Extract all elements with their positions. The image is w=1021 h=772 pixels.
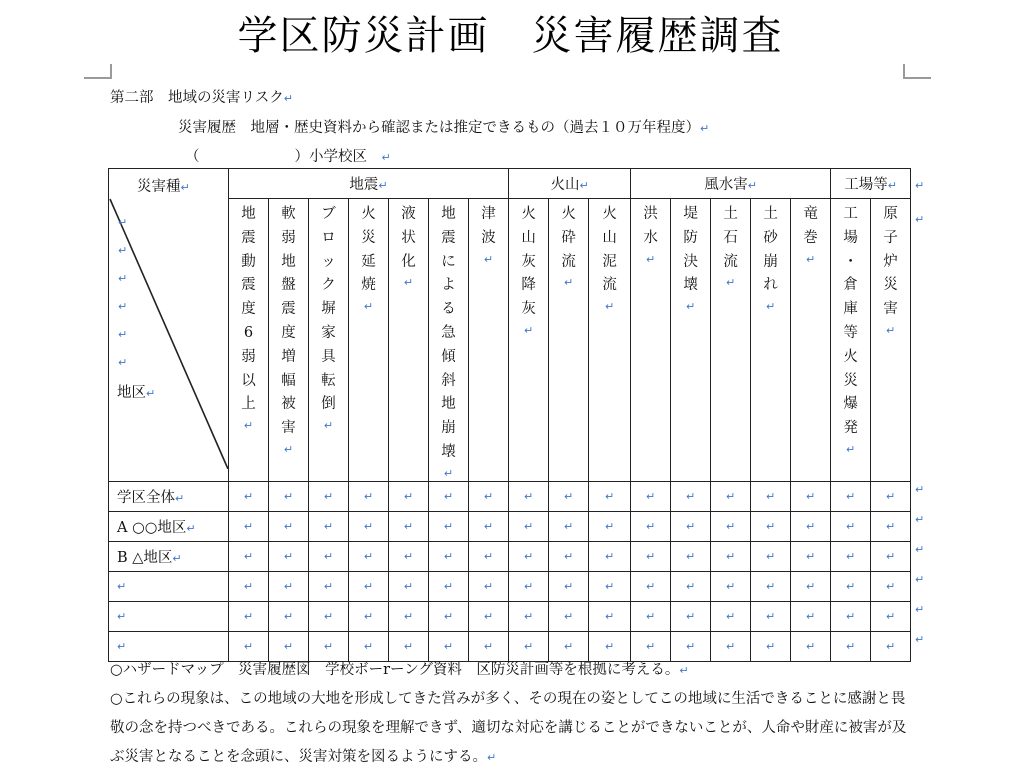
table-cell: ↵	[229, 601, 269, 631]
section-heading: 第二部 地域の災害リスク↵	[110, 90, 293, 106]
table-cell: ↵	[389, 571, 429, 601]
table-cell: ↵	[469, 571, 509, 601]
corner-cell	[109, 169, 229, 482]
table-cell: ↵	[509, 511, 549, 541]
edge-mark: ↵	[915, 213, 925, 226]
column-header-label: 軟 弱 地 盤 震 度 増 幅 被 害	[281, 206, 296, 437]
column-header-label: 工 場 ・ 倉 庫 等 火 災 爆 発	[843, 206, 858, 437]
table-cell: ↵	[711, 481, 751, 511]
row-label: B △地区↵	[109, 541, 229, 571]
column-header-label: 火 山 灰 降 灰	[521, 206, 536, 318]
table-row	[109, 511, 911, 541]
table-cell: ↵	[349, 571, 389, 601]
column-header: 津 波 ↵	[469, 199, 509, 482]
table-cell: ↵	[509, 601, 549, 631]
column-header: 堤 防 決 壊 ↵	[671, 199, 711, 482]
edge-mark: ↵	[915, 603, 925, 616]
column-header-label: 火 災 延 焼	[361, 206, 376, 294]
edge-mark: ↵	[915, 513, 925, 526]
group-header: 工場等↵	[831, 169, 911, 199]
table-cell: ↵	[791, 601, 831, 631]
table-cell: ↵	[309, 571, 349, 601]
group-header: 風水害↵	[631, 169, 831, 199]
table-cell: ↵	[309, 601, 349, 631]
column-header: ブ ロ ッ ク 塀 家 具 転 倒 ↵	[309, 199, 349, 482]
table-cell: ↵	[871, 541, 911, 571]
column-header: 原 子 炉 災 害 ↵	[871, 199, 911, 482]
table-cell: ↵	[671, 571, 711, 601]
column-header: 地 震 動 震 度 6 弱 以 上 ↵	[229, 199, 269, 482]
column-header-label: 火 山 泥 流	[602, 206, 617, 294]
row-label: 学区全体↵	[109, 481, 229, 511]
group-header: 地震↵	[229, 169, 509, 199]
column-header-label: 火 砕 流	[561, 206, 576, 270]
column-header: 軟 弱 地 盤 震 度 増 幅 被 害 ↵	[269, 199, 309, 482]
table-cell: ↵	[309, 541, 349, 571]
slide-title: 学区防災計画 災害履歴調査	[237, 13, 784, 59]
table-cell: ↵	[429, 601, 469, 631]
column-header: 土 砂 崩 れ ↵	[751, 199, 791, 482]
table-cell: ↵	[711, 511, 751, 541]
column-header-label: 地 震 に よ る 急 傾 斜 地 崩 壊	[441, 206, 456, 460]
table-cell: ↵	[389, 631, 429, 661]
table-cell: ↵	[791, 481, 831, 511]
table-row	[109, 601, 911, 631]
table-cell: ↵	[309, 631, 349, 661]
column-header: 液 状 化 ↵	[389, 199, 429, 482]
column-header: 竜 巻 ↵	[791, 199, 831, 482]
disaster-history-table	[108, 168, 911, 662]
table-cell: ↵	[791, 541, 831, 571]
table-cell: ↵	[751, 511, 791, 541]
table-cell: ↵	[831, 541, 871, 571]
corner-return-marks: ↵ ↵ ↵ ↵ ↵ ↵	[118, 216, 128, 369]
table-cell: ↵	[711, 541, 751, 571]
table-cell: ↵	[549, 631, 589, 661]
table-cell: ↵	[871, 511, 911, 541]
table-cell: ↵	[631, 571, 671, 601]
column-header-label: 竜 巻	[803, 206, 818, 246]
table-cell: ↵	[509, 481, 549, 511]
table-cell: ↵	[671, 481, 711, 511]
corner-label-district: 地区↵	[117, 385, 156, 401]
note-sources: ○ハザードマップ 災害履歴図 学校ボーrーング資料 区防災計画等を根拠に考える。↵	[110, 662, 689, 678]
column-header-label: ブ ロ ッ ク 塀 家 具 転 倒	[321, 206, 336, 413]
column-header-label: 洪 水	[643, 206, 658, 246]
table-cell: ↵	[549, 541, 589, 571]
row-label: ↵	[109, 631, 229, 661]
table-cell: ↵	[589, 601, 631, 631]
column-header: 土 石 流 ↵	[711, 199, 751, 482]
table-cell: ↵	[349, 481, 389, 511]
table-cell: ↵	[429, 481, 469, 511]
table-cell: ↵	[831, 571, 871, 601]
return-mark: ↵	[487, 751, 497, 764]
row-label: ↵	[109, 571, 229, 601]
row-label: ↵	[109, 601, 229, 631]
table-cell: ↵	[751, 571, 791, 601]
notes	[110, 656, 910, 772]
edge-mark: ↵	[915, 573, 925, 586]
table-cell: ↵	[349, 631, 389, 661]
table-cell: ↵	[831, 511, 871, 541]
table-cell: ↵	[469, 511, 509, 541]
column-header-label: 地 震 動 震 度 6 弱 以 上	[241, 206, 256, 413]
table-cell: ↵	[589, 511, 631, 541]
column-header-label: 土 砂 崩 れ	[763, 206, 778, 294]
table-cell: ↵	[389, 511, 429, 541]
table-cell: ↵	[309, 511, 349, 541]
table-cell: ↵	[751, 481, 791, 511]
table-cell: ↵	[791, 511, 831, 541]
column-header: 火 砕 流 ↵	[549, 199, 589, 482]
column-header-label: 液 状 化	[401, 206, 416, 270]
table-cell: ↵	[671, 511, 711, 541]
edge-mark: ↵	[915, 179, 925, 192]
table-cell: ↵	[711, 601, 751, 631]
return-mark: ↵	[283, 92, 293, 105]
table-cell: ↵	[469, 601, 509, 631]
table-cell: ↵	[871, 571, 911, 601]
table-cell: ↵	[229, 571, 269, 601]
table-cell: ↵	[631, 631, 671, 661]
group-header: 火山↵	[509, 169, 631, 199]
table-cell: ↵	[751, 631, 791, 661]
table-cell: ↵	[549, 481, 589, 511]
column-header: 洪 水 ↵	[631, 199, 671, 482]
table-cell: ↵	[389, 481, 429, 511]
table-cell: ↵	[831, 631, 871, 661]
return-mark: ↵	[381, 151, 391, 164]
table-cell: ↵	[429, 631, 469, 661]
table-cell: ↵	[589, 481, 631, 511]
table-cell: ↵	[349, 511, 389, 541]
table-cell: ↵	[269, 511, 309, 541]
table-cell: ↵	[429, 541, 469, 571]
table-cell: ↵	[751, 541, 791, 571]
edge-mark: ↵	[915, 483, 925, 496]
table-cell: ↵	[671, 601, 711, 631]
table-cell: ↵	[871, 601, 911, 631]
table-cell: ↵	[429, 571, 469, 601]
return-mark: ↵	[700, 122, 710, 135]
table-cell: ↵	[589, 571, 631, 601]
table-cell: ↵	[711, 571, 751, 601]
column-header-label: 堤 防 決 壊	[683, 206, 698, 294]
table-cell: ↵	[269, 481, 309, 511]
school-district-line: （ ）小学校区 ↵	[185, 149, 391, 165]
table-cell: ↵	[871, 481, 911, 511]
table-cell: ↵	[831, 601, 871, 631]
table-cell: ↵	[791, 571, 831, 601]
edge-mark: ↵	[915, 633, 925, 646]
table-cell: ↵	[229, 511, 269, 541]
crop-mark-right	[903, 64, 931, 79]
table-cell: ↵	[549, 511, 589, 541]
table-cell: ↵	[631, 481, 671, 511]
table-cell: ↵	[469, 541, 509, 571]
group-header-row	[109, 169, 911, 199]
table-cell: ↵	[871, 631, 911, 661]
section-subheading: 災害履歴 地層・歴史資料から確認または推定できるもの（過去１０万年程度）↵	[178, 120, 710, 136]
table-cell: ↵	[349, 541, 389, 571]
table-cell: ↵	[389, 601, 429, 631]
table-cell: ↵	[229, 481, 269, 511]
column-header: 地 震 に よ る 急 傾 斜 地 崩 壊 ↵	[429, 199, 469, 482]
table-cell: ↵	[469, 481, 509, 511]
table-cell: ↵	[751, 601, 791, 631]
table-cell: ↵	[269, 571, 309, 601]
table-cell: ↵	[549, 571, 589, 601]
column-header-label: 津 波	[481, 206, 496, 246]
table-cell: ↵	[509, 541, 549, 571]
table-row	[109, 571, 911, 601]
table-cell: ↵	[509, 631, 549, 661]
table-row	[109, 541, 911, 571]
table-cell: ↵	[671, 631, 711, 661]
table-row	[109, 481, 911, 511]
corner-label-disaster-type: 災害種↵	[137, 179, 190, 195]
table-cell: ↵	[509, 571, 549, 601]
note-attitude: ○これらの現象は、この地域の大地を形成してきた営みが多く、その現在の姿としてこの地域に生活できることに感謝と畏敬の念を持つべきである。これらの現象を理解できず、適切な対応を講じることができないことが、人命や財産に被害が及ぶ災害となることを念頭に、災害対策を図るようにする。↵	[110, 691, 907, 765]
table-cell: ↵	[631, 541, 671, 571]
table-cell: ↵	[589, 631, 631, 661]
table-cell: ↵	[309, 481, 349, 511]
column-header: 火 山 灰 降 灰 ↵	[509, 199, 549, 482]
table-cell: ↵	[229, 541, 269, 571]
table-cell: ↵	[631, 601, 671, 631]
crop-mark-left	[84, 64, 112, 79]
table-cell: ↵	[429, 511, 469, 541]
table-cell: ↵	[269, 541, 309, 571]
column-header: 火 災 延 焼 ↵	[349, 199, 389, 482]
table-cell: ↵	[229, 631, 269, 661]
table-cell: ↵	[269, 601, 309, 631]
table-cell: ↵	[389, 541, 429, 571]
column-header: 工 場 ・ 倉 庫 等 火 災 爆 発 ↵	[831, 199, 871, 482]
edge-mark: ↵	[915, 543, 925, 556]
table-cell: ↵	[269, 631, 309, 661]
table-cell: ↵	[711, 631, 751, 661]
table-cell: ↵	[589, 541, 631, 571]
column-header: 火 山 泥 流 ↵	[589, 199, 631, 482]
column-header-label: 原 子 炉 災 害	[883, 206, 898, 318]
row-label: A ○○地区↵	[109, 511, 229, 541]
return-mark: ↵	[679, 664, 689, 677]
table-cell: ↵	[469, 631, 509, 661]
table-cell: ↵	[831, 481, 871, 511]
table-cell: ↵	[349, 601, 389, 631]
table-cell: ↵	[549, 601, 589, 631]
table-cell: ↵	[791, 631, 831, 661]
table-cell: ↵	[631, 511, 671, 541]
table-cell: ↵	[671, 541, 711, 571]
column-header-label: 土 石 流	[723, 206, 738, 270]
